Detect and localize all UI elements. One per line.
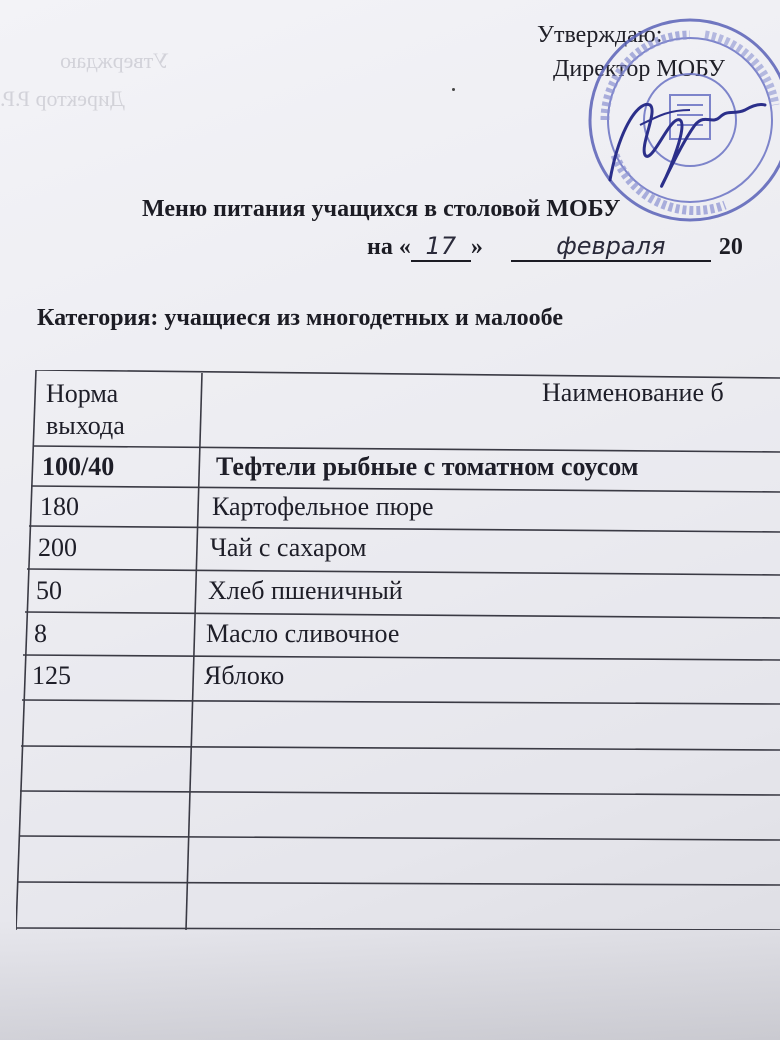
header-name: Наименование б — [542, 378, 724, 407]
table-row-name: Хлеб пшеничный — [208, 576, 403, 605]
table-row-name: Картофельное пюре — [212, 492, 434, 521]
table-row-name: Тефтели рыбные с томатном соусом — [216, 452, 639, 481]
date-prefix: на « — [367, 234, 411, 260]
menu-date-line — [367, 232, 743, 262]
table-row-norm: 50 — [36, 576, 62, 605]
header-norm — [46, 378, 176, 442]
date-year: 20 — [718, 234, 743, 260]
approve-label: Утверждаю: — [537, 22, 663, 48]
table-row-norm: 125 — [32, 661, 71, 690]
date-month: февраля — [511, 232, 711, 262]
table-row-name: Масло сливочное — [206, 619, 400, 648]
director-label: Директор МОБУ — [553, 56, 725, 82]
table-row-name: Чай с сахаром — [210, 533, 367, 562]
table-row-norm: 180 — [40, 492, 79, 521]
menu-table — [16, 370, 780, 930]
bleed-through-text: Директор Р.Р. — [0, 86, 125, 111]
date-day: 17 — [411, 232, 471, 262]
photo-shadow — [0, 920, 780, 1040]
director-signature — [600, 85, 780, 205]
menu-title: Меню питания учащихся в столовой МОБУ — [142, 196, 621, 222]
table-row-norm: 100/40 — [42, 452, 115, 481]
ink-dot — [452, 88, 455, 91]
bleed-through-text: Утверждаю — [60, 48, 169, 73]
category-line: Категория: учащиеся из многодетных и малообе — [37, 305, 563, 331]
date-mid: » — [470, 234, 483, 260]
table-row-name: Яблоко — [204, 661, 285, 690]
table-row-norm: 8 — [34, 619, 47, 648]
header-norm-label: Норма выхода — [46, 379, 125, 440]
table-row-norm: 200 — [38, 533, 77, 562]
